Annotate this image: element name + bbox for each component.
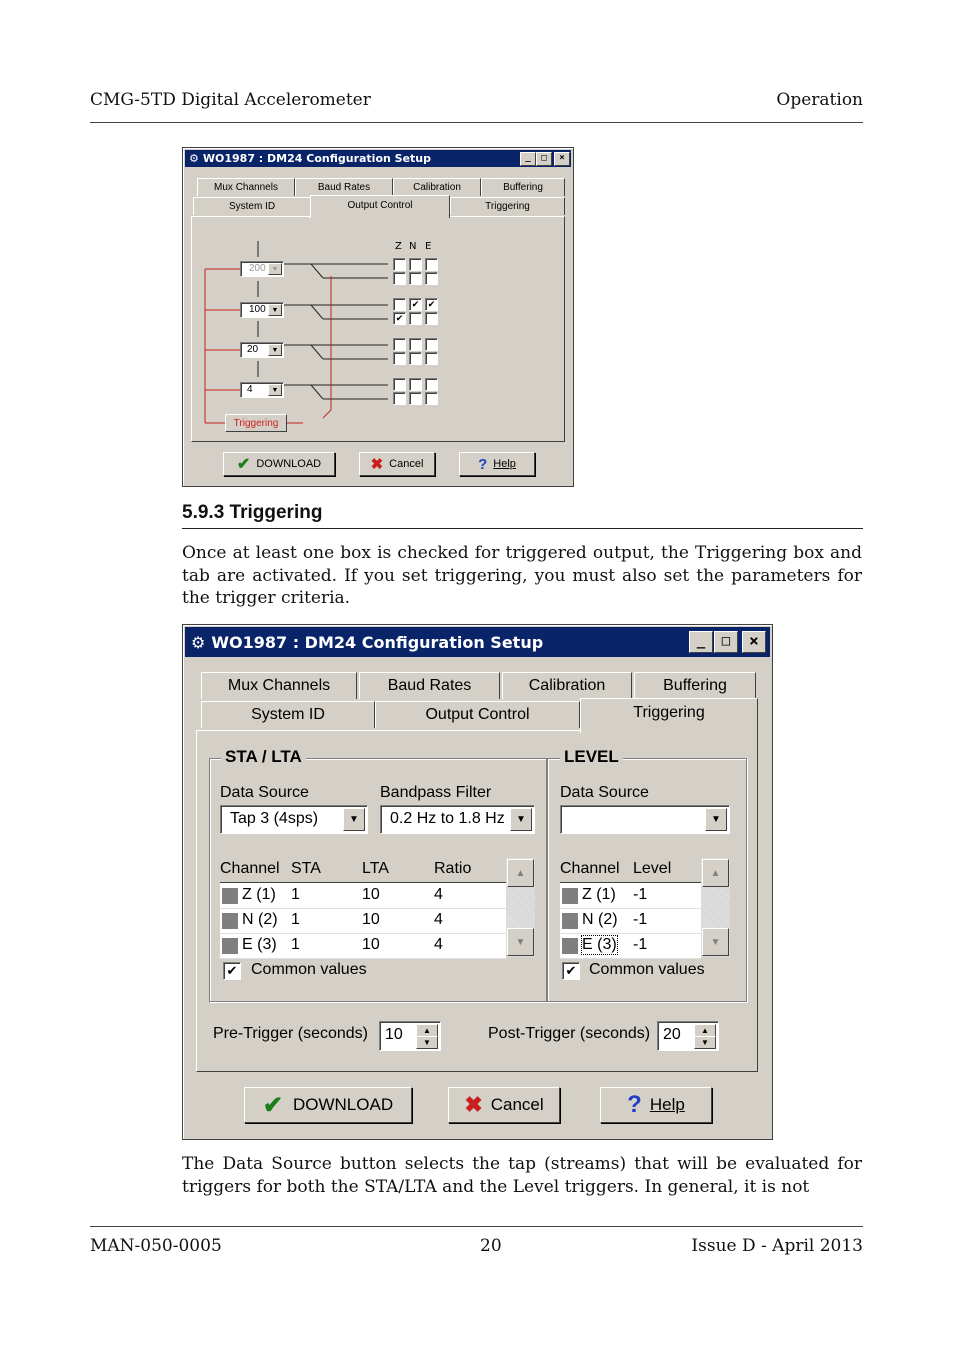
output-checkbox[interactable] [409,352,422,365]
post-trigger-value: 20 [663,1026,681,1043]
cell-ratio[interactable]: 4 [434,886,443,903]
tab-output-control[interactable]: Output Control [375,701,580,728]
output-checkbox[interactable]: ✔ [425,298,438,311]
tab-triggering[interactable]: Triggering [580,698,758,733]
app-icon: ⚙ [191,632,206,652]
output-checkbox[interactable] [409,378,422,391]
routing-line [311,305,323,319]
output-checkbox[interactable] [393,258,406,271]
output-checkbox[interactable] [393,392,406,405]
cell-sta[interactable]: 1 [291,936,300,953]
minimize-button[interactable]: _ [520,152,536,166]
chevron-down-icon[interactable]: ▼ [268,384,282,396]
page-footer-right: Issue D - April 2013 [691,1236,863,1256]
cell-channel: E (3) [582,936,617,953]
cell-level[interactable]: -1 [633,911,648,928]
sta-common-values-label: Common values [251,961,367,978]
rate-value-2: 100 [249,304,266,315]
output-checkbox[interactable] [409,258,422,271]
sta-col-sta: STA [291,860,321,877]
channel-color-swatch [562,888,578,904]
paragraph-2: The Data Source button selects the tap (streams) that will be evaluated for triggers for both the STA/LTA and the Level triggers. In general, it is not [182,1154,862,1197]
paragraph-1: Once at least one box is checked for triggered output, the Triggering box and tab are activated. If you set triggering, you must also set the parameters for the trigger criteria. [182,543,862,608]
output-checkbox[interactable]: ✔ [409,298,422,311]
cell-sta[interactable]: 1 [291,886,300,903]
footer-rule [90,1226,863,1227]
output-checkbox[interactable] [409,392,422,405]
level-data-source-label: Data Source [560,784,649,801]
post-trigger-label: Post-Trigger (seconds) [488,1025,651,1042]
channel-color-swatch [222,938,238,954]
rate-select-1[interactable] [240,261,284,277]
cell-lta[interactable]: 10 [362,886,380,903]
page-footer-left: MAN-050-0005 [90,1236,222,1256]
col-e: E [425,241,432,252]
scroll-down-icon[interactable]: ▼ [507,928,534,956]
dialog2-titlebar [185,627,770,657]
cell-channel: E (3) [242,936,277,953]
tab-system-id[interactable]: System ID [193,197,311,215]
scroll-up-icon[interactable]: ▲ [507,859,534,887]
tab-mux-channels[interactable]: Mux Channels [201,672,357,699]
channel-color-swatch [222,888,238,904]
tab-mux-channels[interactable]: Mux Channels [197,178,295,196]
download-label: DOWNLOAD [256,458,322,470]
level-common-values-label: Common values [589,961,705,978]
output-checkbox[interactable] [393,298,406,311]
download-button[interactable] [244,1087,412,1123]
sta-table-body [220,883,506,959]
output-checkbox[interactable] [425,258,438,271]
chevron-down-icon[interactable]: ▼ [268,263,282,275]
table-row[interactable] [220,883,506,909]
header-rule [90,122,863,123]
rate-value-1: 200 [249,263,266,274]
output-checkbox[interactable] [425,378,438,391]
scroll-up-icon[interactable]: ▲ [702,859,729,887]
cross-icon: ✖ [370,456,384,473]
question-icon: ? [627,1091,642,1118]
sta-data-source-value: Tap 3 (4sps) [230,810,319,827]
cell-channel: Z (1) [582,886,616,903]
spin-down-icon[interactable]: ▼ [694,1036,716,1049]
tab-triggering[interactable]: Triggering [450,197,565,215]
cell-lta[interactable]: 10 [362,911,380,928]
sta-table-header [220,858,506,884]
routing-line [311,345,323,359]
channel-color-swatch [222,913,238,929]
level-group-label: LEVEL [560,747,623,767]
page-number: 20 [480,1236,502,1256]
scroll-down-icon[interactable]: ▼ [702,928,729,956]
bandpass-filter-label: Bandpass Filter [380,784,492,801]
channel-color-swatch [562,913,578,929]
tab-buffering[interactable]: Buffering [634,672,756,699]
spin-up-icon[interactable]: ▲ [416,1024,438,1037]
cancel-button[interactable] [448,1087,560,1123]
channel-color-swatch [562,938,578,954]
cell-level[interactable]: -1 [633,886,648,903]
sta-lta-group-label: STA / LTA [221,747,306,767]
cancel-label: Cancel [389,458,424,470]
rate-value-3: 20 [247,344,259,355]
tab-calibration[interactable]: Calibration [502,672,632,699]
help-label: Help [493,458,516,470]
maximize-button[interactable]: □ [536,152,552,166]
output-checkbox[interactable] [393,378,406,391]
sta-common-values-checkbox[interactable]: ✔ [223,962,241,980]
sta-col-channel: Channel [220,860,280,877]
download-button[interactable] [223,452,335,476]
help-label: Help [649,1095,685,1114]
tab-output-control[interactable]: Output Control [310,195,450,218]
output-checkbox[interactable] [425,272,438,285]
chevron-down-icon[interactable]: ▼ [343,808,365,831]
routing-line [311,385,323,399]
level-table-header [560,858,701,884]
maximize-button[interactable]: □ [714,631,738,653]
section-rule [182,528,863,529]
page-header-left: CMG-5TD Digital Accelerometer [90,90,371,110]
cell-level[interactable]: -1 [633,936,648,953]
close-button[interactable]: × [742,631,766,653]
output-checkbox[interactable]: ✔ [393,312,406,325]
app-icon: ⚙ [189,152,199,165]
chevron-down-icon[interactable]: ▼ [510,808,532,831]
bandpass-filter-value: 0.2 Hz to 1.8 Hz [390,810,505,827]
tab-calibration[interactable]: Calibration [393,178,481,196]
output-checkbox[interactable] [425,312,438,325]
output-checkbox[interactable] [409,272,422,285]
pre-trigger-value: 10 [385,1026,403,1043]
tab-buffering[interactable]: Buffering [481,178,565,196]
table-row[interactable] [560,908,701,934]
sta-col-lta: LTA [362,860,389,877]
level-table-body [560,883,701,959]
bandpass-filter-select[interactable] [380,805,535,834]
tab-baud-rates[interactable]: Baud Rates [359,672,500,699]
download-label: DOWNLOAD [292,1095,394,1114]
minimize-button[interactable]: _ [689,631,713,653]
dialog1-title: WO1987 : DM24 Configuration Setup [202,152,432,165]
sta-data-source-label: Data Source [220,784,309,801]
output-checkbox[interactable] [425,352,438,365]
chevron-down-icon[interactable]: ▼ [268,304,282,316]
pre-trigger-label: Pre-Trigger (seconds) [213,1025,369,1042]
dialog2-title: WO1987 : DM24 Configuration Setup [211,632,544,652]
output-checkbox[interactable] [409,338,422,351]
chevron-down-icon[interactable]: ▼ [268,344,282,356]
level-col-channel: Channel [560,860,620,877]
cell-channel: N (2) [582,911,618,928]
rate-value-4: 4 [247,384,253,395]
table-row[interactable] [220,908,506,934]
close-button[interactable]: × [554,152,570,166]
output-checkbox[interactable] [425,338,438,351]
cell-lta[interactable]: 10 [362,936,380,953]
cell-sta[interactable]: 1 [291,911,300,928]
output-checkbox[interactable] [409,312,422,325]
sta-col-ratio: Ratio [434,860,472,877]
section-title: 5.9.3 Triggering [182,502,323,523]
level-scrollbar[interactable] [701,858,730,957]
post-trigger-spinner[interactable] [657,1021,719,1051]
output-checkbox[interactable] [393,338,406,351]
cross-icon: ✖ [464,1092,483,1117]
level-data-source-select[interactable] [560,805,730,834]
checkmark-icon: ✔ [262,1091,283,1119]
checkmark-icon: ✔ [236,456,251,473]
table-row[interactable] [560,933,701,959]
col-z: Z [395,241,402,252]
rate-select-2[interactable] [240,302,284,318]
rate-select-3[interactable] [240,342,284,358]
chevron-down-icon[interactable]: ▼ [705,808,727,831]
triggering-dialog [182,624,773,1140]
tab-system-id[interactable]: System ID [201,701,375,728]
cell-channel: N (2) [242,911,278,928]
output-checkbox[interactable] [393,272,406,285]
page-header-right: Operation [776,90,863,110]
table-row[interactable] [220,933,506,959]
question-icon: ? [478,455,488,473]
cell-channel: Z (1) [242,886,276,903]
table-row[interactable] [560,883,701,909]
level-common-values-checkbox[interactable]: ✔ [562,962,580,980]
cell-ratio[interactable]: 4 [434,936,443,953]
output-checkbox[interactable] [393,352,406,365]
help-button[interactable] [600,1087,712,1123]
output-checkbox[interactable] [425,392,438,405]
routing-line [323,410,331,418]
spin-down-icon[interactable]: ▼ [416,1036,438,1049]
rate-select-4[interactable] [240,382,284,398]
tab-baud-rates[interactable]: Baud Rates [295,178,393,196]
cancel-label: Cancel [490,1095,544,1114]
sta-scrollbar[interactable] [506,858,535,957]
triggering-box[interactable]: Triggering [225,414,287,432]
cancel-button[interactable] [359,452,435,476]
cell-ratio[interactable]: 4 [434,911,443,928]
sta-data-source-select[interactable] [220,805,368,834]
pre-trigger-spinner[interactable] [379,1021,441,1051]
help-button[interactable] [459,452,535,476]
routing-line [311,264,323,278]
spin-up-icon[interactable]: ▲ [694,1024,716,1037]
level-col-level: Level [633,860,672,877]
output-control-dialog [182,147,574,487]
col-n: N [409,241,417,252]
